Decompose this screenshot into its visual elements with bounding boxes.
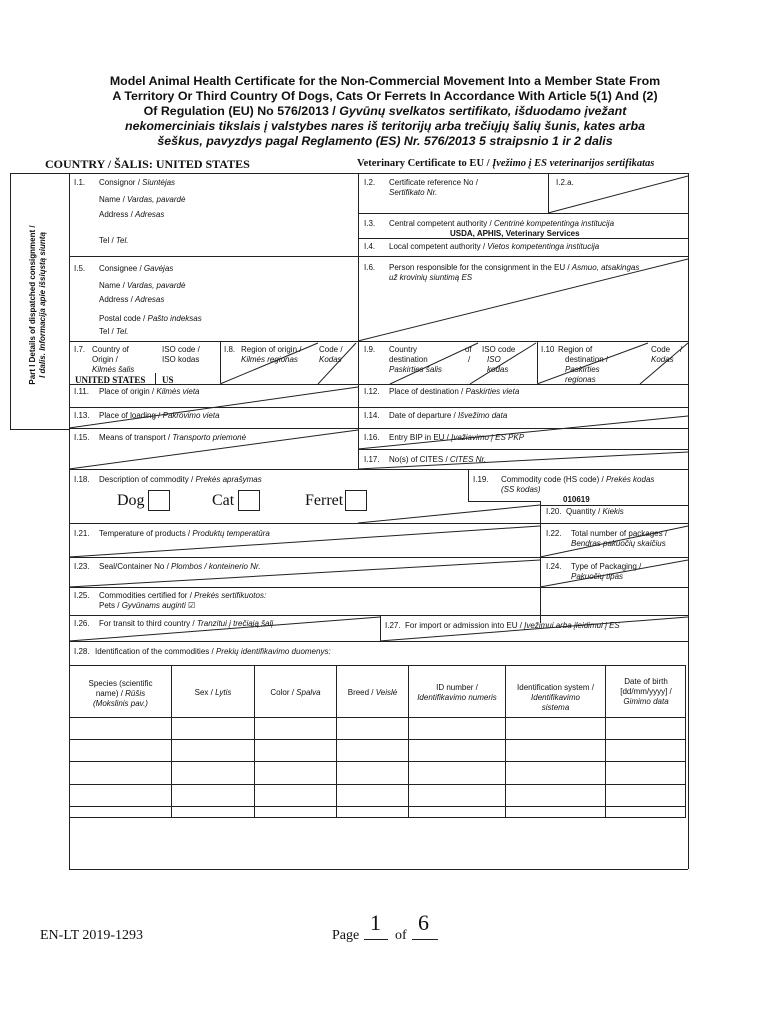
side-label-line-2: I dalis. Informacija apie išsiųstą siuntą: [38, 232, 47, 378]
i19-label-lt: Prekės kodas: [605, 475, 655, 484]
th-breed-lt: Veislė: [375, 688, 398, 697]
footer-of: of: [395, 928, 407, 943]
i18-label-en: Description of commodity /: [99, 475, 196, 484]
i2-label-lt: Sertifikato Nr.: [389, 188, 438, 197]
i8-num: I.8.: [224, 345, 236, 354]
strike-i17: [358, 452, 688, 469]
i16-label-en: Entry BIP in EU /: [389, 433, 452, 442]
i9-iso-kodas: kodas: [487, 365, 509, 374]
title-line-1: Model Animal Health Certificate for the Non-Commercial Movement Into a Member State From: [109, 74, 661, 88]
i1-tel-lt: Tel.: [115, 236, 129, 245]
i7-label-lt: Kilmės šalis: [92, 365, 135, 374]
footer-total-underline: [412, 939, 438, 940]
i20-num: I.20.: [546, 507, 562, 516]
i8-label: Region of origin /: [241, 345, 302, 354]
th-color-lt: Spalva: [296, 688, 321, 697]
i15-label-en: Means of transport /: [99, 433, 173, 442]
i13-label-en: Place of loading /: [99, 411, 163, 420]
i24-label: Type of Packaging /: [571, 562, 642, 571]
i3-label-lt: Centrinė kompetentinga institucija: [493, 219, 615, 228]
title-line-3b: Gyvūnų svelkatos sertifikato, išduodamo įvežant: [339, 104, 627, 118]
i9-label-lt: Paskirties šalis: [389, 365, 442, 374]
i10-label-lt2: regionas: [565, 375, 596, 384]
i25-value-lt: Gyvūnams auginti: [121, 601, 186, 610]
i4-label-lt: Vietos kompetentinga institucija: [487, 242, 600, 251]
strike-i27: [380, 617, 688, 641]
i16-label-lt: Įvažiavimo į ES PKP: [451, 433, 525, 442]
i1-address-lt: Adresas: [135, 210, 165, 219]
i4-label-en: Local competent authority /: [389, 242, 488, 251]
i17-label-en: No(s) of CITES /: [389, 455, 450, 464]
i15-label-lt: Transporto priemonė: [172, 433, 247, 442]
i11-label-en: Place of origin /: [99, 387, 157, 396]
i18-label-lt: Prekės aprašymas: [195, 475, 262, 484]
i22-num: I.22.: [546, 529, 562, 538]
title-line-3a: Of Regulation (EU) No 576/2013 /: [143, 104, 340, 118]
dog-label: Dog: [117, 492, 145, 509]
th-dob-3: Gimimo data: [623, 697, 669, 706]
i14-label-lt: Išvežimo data: [457, 411, 508, 420]
i10-label-lt1: Paskirties: [565, 365, 600, 374]
i19-label-lt2: (SS kodas): [501, 485, 541, 494]
footer-page-number: 1: [370, 910, 381, 935]
strike-i8-code: [318, 343, 356, 384]
i10-label-b: destination /: [565, 355, 609, 364]
i7-value: UNITED STATES: [75, 375, 146, 385]
i27-label-en: For import or admission into EU /: [405, 621, 525, 630]
i19-value: 010619: [563, 495, 590, 504]
footer-page-label: Page: [332, 928, 360, 943]
strike-i10: [537, 343, 648, 384]
footer-total-pages: 6: [418, 910, 429, 935]
i5-name-en: Name /: [99, 281, 128, 290]
th-id-1: ID number /: [436, 683, 478, 692]
ferret-label: Ferret: [305, 492, 344, 509]
vet-cert-label-it: Įvežimo į ES veterinarijos sertifikatas: [492, 158, 655, 169]
strike-i13: [69, 387, 358, 428]
th-sys-1: Identification system /: [517, 683, 594, 692]
i13-label-lt: Pakrovimo vieta: [162, 411, 220, 420]
i5-label-en: Consignee /: [99, 264, 144, 273]
title-line-4: nekomerciniais tikslais į valstybes nares iš teritorijų arba trečiųjų šalių šunis, kates arba: [125, 119, 645, 133]
title-line-2: A Territory Or Third Country Of Dogs, Cats Or Ferrets In Accordance With Article 5(1) And (2): [112, 89, 658, 103]
i24-label-lt: Pakuočių tipas: [571, 572, 624, 581]
i1-address-en: Address /: [99, 210, 136, 219]
i8-code-label: Code /: [319, 345, 343, 354]
i28-num: I.28.: [74, 647, 90, 656]
footer-code: EN-LT 2019-1293: [40, 928, 144, 943]
i27-num: I.27.: [385, 621, 401, 630]
i5-num: I.5.: [74, 264, 86, 273]
strike-i8: [220, 343, 318, 384]
i22-label-lt: Bendras pakuočių skaičius: [571, 539, 666, 548]
i20-label-lt: Kiekis: [602, 507, 624, 516]
strike-i22: [540, 526, 688, 557]
i5-address-lt: Adresas: [135, 295, 165, 304]
i10-label-a: Region of: [558, 345, 593, 354]
i18-num: I.18.: [74, 475, 90, 484]
i24-num: I.24.: [546, 562, 562, 571]
strike-i10-code: [640, 343, 688, 384]
i5-address-en: Address /: [99, 295, 136, 304]
th-species-2-lt: Rūšis: [125, 689, 146, 698]
i22-label: Total number of packages /: [571, 529, 668, 538]
i17-num: I.17.: [364, 455, 380, 464]
i19-label-en: Commodity code (HS code) /: [501, 475, 606, 484]
i8-label-lt: Kilmės regionas: [241, 355, 298, 364]
th-dob-1: Date of birth: [624, 677, 668, 686]
i23-label-lt: Plombos / konteinerio Nr.: [171, 562, 261, 571]
i1-num: I.1.: [74, 178, 86, 187]
i5-tel-lt: Tel.: [115, 327, 129, 336]
i17-label-lt: CITES Nr.: [449, 455, 487, 464]
i19-num: I.19.: [473, 475, 489, 484]
i25-value-en: Pets /: [99, 601, 122, 610]
i25-label-lt: Prekės sertifikuotos:: [194, 591, 267, 600]
i9-iso-slash: /: [468, 355, 471, 364]
i7-label-a: Country of: [92, 345, 129, 354]
i11-num: I.11.: [74, 387, 89, 396]
i27-label-lt: Įvežimui arba įleidimui į ES: [524, 621, 620, 630]
i5-tel-en: Tel /: [99, 327, 116, 336]
i12-label-lt: Paskirties vieta: [465, 387, 520, 396]
i7-iso-label: ISO code /: [162, 345, 200, 354]
title-line-5: šeškus, pavyzdys pagal Reglamento (ES) Nr. 576/2013 5 straipsnio 1 ir 2 dalis: [157, 134, 613, 148]
i8-code-label-lt: Kodas: [319, 355, 342, 364]
i1-label-lt: Siuntėjas: [142, 178, 176, 187]
th-color-en: Color /: [270, 688, 297, 697]
i28-label-en: Identification of the commodities /: [95, 647, 216, 656]
i15-num: I.15.: [74, 433, 90, 442]
i7-iso-label-lt: ISO kodas: [162, 355, 200, 364]
i14-num: I.14.: [364, 411, 380, 420]
strike-i6: [358, 259, 688, 341]
strike-i15: [69, 430, 358, 469]
i23-num: I.23.: [74, 562, 90, 571]
th-species-1: Species (scientific: [88, 679, 153, 688]
i26-label-en: For transit to third country /: [99, 619, 197, 628]
i6-num: I.6.: [364, 263, 376, 272]
i1-name-en: Name /: [99, 195, 128, 204]
i9-num: I.9.: [364, 345, 376, 354]
country-label: COUNTRY / ŠALIS:: [45, 157, 153, 171]
i6-label-lt: Asmuo, atsakingas: [571, 263, 640, 272]
i2a-num: I.2.a.: [556, 178, 574, 187]
strike-i24: [540, 560, 688, 587]
i6-label-lt2: už krovinių siuntimą ES: [389, 273, 473, 282]
i5-name-lt: Vardas, pavardė: [127, 281, 186, 290]
i23-label-en: Seal/Container No /: [99, 562, 172, 571]
i7-label-b: Origin /: [92, 355, 118, 364]
country-value: UNITED STATES: [155, 157, 250, 171]
i28-label-lt: Prekių identifikavimo duomenys:: [215, 647, 331, 656]
i9-label-b: destination: [389, 355, 428, 364]
strike-i14: [358, 416, 688, 449]
strike-i2a: [548, 176, 688, 213]
vet-cert-label: Veterinary Certificate to EU /: [357, 158, 493, 169]
th-species-2-en: name) /: [95, 689, 126, 698]
i10-code-label-lt: Kodas: [651, 355, 674, 364]
i1-label-en: Consignor /: [99, 178, 143, 187]
th-dob-2: [dd/mm/yyyy] /: [620, 687, 672, 696]
th-species-3: (Mokslinis pav.): [93, 699, 148, 708]
i4-num: I.4.: [364, 242, 376, 251]
strike-i26: [69, 617, 380, 641]
i9-iso-label: ISO code: [482, 345, 516, 354]
i25-num: I.25.: [74, 591, 90, 600]
strike-i21: [69, 526, 540, 557]
strike-i9: [390, 343, 478, 384]
i9-label-a: Country: [389, 345, 418, 354]
side-label-line-1: Part I Details of dispatched consignment /: [28, 225, 37, 385]
th-sex-en: Sex /: [194, 688, 216, 697]
th-sex-lt: Lytis: [215, 688, 232, 697]
i21-label-en: Temperature of products /: [99, 529, 193, 538]
i2-label: Certificate reference No /: [389, 178, 478, 187]
i20-label-en: Quantity /: [566, 507, 603, 516]
cat-label: Cat: [212, 492, 235, 509]
i7-code-value: US: [162, 375, 174, 385]
footer-page-underline: [364, 939, 388, 940]
i10-code-slash: /: [680, 345, 683, 354]
i5-label-lt: Gavėjas: [143, 264, 174, 273]
i5-postal-lt: Pašto indeksas: [147, 314, 202, 323]
i25-label-en: Commodities certified for /: [99, 591, 195, 600]
i1-tel-en: Tel /: [99, 236, 116, 245]
i10-num: I.10: [541, 345, 555, 354]
i10-code-label: Code: [651, 345, 671, 354]
i12-label-en: Place of destination /: [389, 387, 466, 396]
strike-i9-iso: [470, 343, 536, 384]
pets-checkbox-icon[interactable]: ☑: [187, 601, 196, 610]
i3-num: I.3.: [364, 219, 376, 228]
th-id-2: Identifikavimo numeris: [417, 693, 497, 702]
i6-label-en: Person responsible for the consignment in the EU /: [389, 263, 572, 272]
i26-label-lt: Tranzitui į trečiąją šalį: [196, 619, 274, 628]
i26-num: I.26.: [74, 619, 90, 628]
strike-i23: [69, 560, 540, 587]
th-breed-en: Breed /: [347, 688, 376, 697]
i16-num: I.16.: [364, 433, 380, 442]
i5-postal-en: Postal code /: [99, 314, 148, 323]
th-sys-2: Identifikavimo: [531, 693, 580, 702]
i14-label-en: Date of departure /: [389, 411, 458, 420]
i21-num: I.21.: [74, 529, 90, 538]
i2-num: I.2.: [364, 178, 376, 187]
i9-iso-label-lt: ISO: [487, 355, 501, 364]
i3-label-en: Central competent authority /: [389, 219, 494, 228]
i1-name-lt: Vardas, pavardė: [127, 195, 186, 204]
i3-value: USDA, APHIS, Veterinary Services: [450, 229, 580, 238]
i7-num: I.7.: [74, 345, 86, 354]
i13-num: I.13.: [74, 411, 90, 420]
i9-of: of: [465, 345, 472, 354]
i12-num: I.12.: [364, 387, 380, 396]
strike-i18: [358, 505, 540, 523]
i11-label-lt: Kilmės vieta: [156, 387, 200, 396]
th-sys-3: sistema: [541, 703, 570, 712]
i21-label-lt: Produktų temperatūra: [192, 529, 270, 538]
